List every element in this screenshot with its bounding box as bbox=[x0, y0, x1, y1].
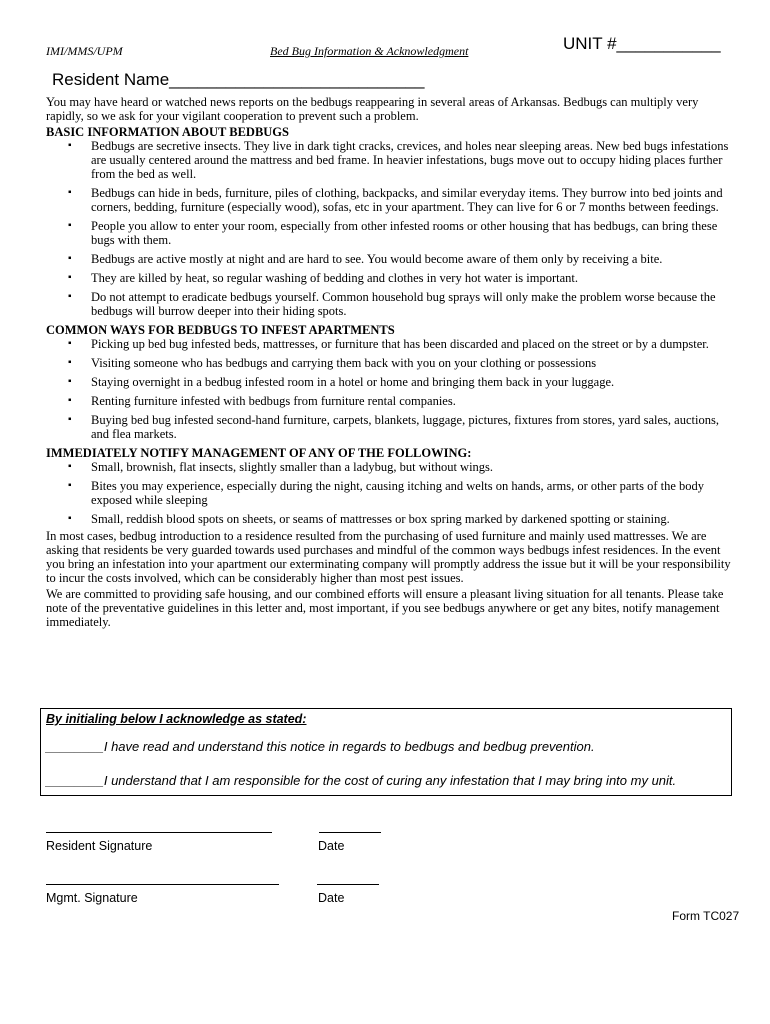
list-item-text: Do not attempt to eradicate bedbugs yourself. Common household bug sprays will only make the problem worse because the bedbugs will burrow deeper into their hiding spots. bbox=[91, 290, 716, 318]
bullet-icon: ▪ bbox=[68, 480, 72, 491]
list-item-text: Small, reddish blood spots on sheets, or seams of mattresses or box spring marked by darkened spotting or staining. bbox=[91, 512, 670, 526]
document-body bbox=[46, 95, 736, 631]
bullet-icon: ▪ bbox=[68, 513, 72, 524]
closing-paragraph-1: In most cases, bedbug introduction to a residence resulted from the purchasing of used furniture and mainly used mattresses. We are asking that residents be very guarded towards used purchases and mindful of the common ways bedbugs infest residences. In the event you bring an infestation into your apartment our exterminating company will promptly address the issue but it will be your responsibility to incur the costs involved, which can be considerably higher than most pest issues. bbox=[46, 529, 731, 585]
intro-paragraph: You may have heard or watched news reports on the bedbugs reappearing in several areas of Arkansas. Bedbugs can multiply very rapidly, so we ask for your vigilant cooperation to prevent such a problem. bbox=[46, 95, 699, 123]
resident-date-label: Date bbox=[318, 839, 345, 853]
acknowledgement-box bbox=[40, 708, 732, 796]
mgmt-date-line[interactable] bbox=[317, 884, 379, 885]
list-item bbox=[46, 139, 736, 181]
list-item bbox=[46, 186, 736, 214]
bullet-list bbox=[46, 337, 736, 441]
list-item-text: Bedbugs can hide in beds, furniture, piles of clothing, backpacks, and similar everyday items. They burrow into bed joints and corners, bedding, furniture (especially wood), sofas, etc in your apartment. They can live for 6 or 7 months between feedings. bbox=[91, 186, 723, 214]
list-item-text: Staying overnight in a bedbug infested room in a hotel or home and bringing them back in your luggage. bbox=[91, 375, 615, 389]
acknowledgement-initial-line-1[interactable]: ________I have read and understand this notice in regards to bedbugs and bedbug prevention. bbox=[46, 739, 595, 754]
resident-date-line[interactable] bbox=[319, 832, 381, 833]
list-item bbox=[46, 219, 736, 247]
bullet-icon: ▪ bbox=[68, 414, 72, 425]
bullet-icon: ▪ bbox=[68, 376, 72, 387]
section-heading: BASIC INFORMATION ABOUT BEDBUGS bbox=[46, 125, 289, 139]
bullet-icon: ▪ bbox=[68, 461, 72, 472]
acknowledgement-initial-line-2[interactable]: ________I understand that I am responsible for the cost of curing any infestation that I may bring into my unit. bbox=[46, 773, 677, 788]
bullet-icon: ▪ bbox=[68, 272, 72, 283]
list-item-text: Bedbugs are secretive insects. They live in dark tight cracks, crevices, and holes near sleeping areas. New bed bugs infestations are usually centered around the mattress and bed frame. In heavier infestations, bugs move out to occupy hiding places further from the bed as well. bbox=[91, 139, 729, 181]
bullet-icon: ▪ bbox=[68, 291, 72, 302]
section-heading: COMMON WAYS FOR BEDBUGS TO INFEST APARTMENTS bbox=[46, 323, 395, 337]
section-heading: IMMEDIATELY NOTIFY MANAGEMENT OF ANY OF THE FOLLOWING: bbox=[46, 446, 472, 460]
document-title: Bed Bug Information & Acknowledgment bbox=[270, 44, 469, 58]
bullet-list bbox=[46, 460, 736, 526]
mgmt-date-label: Date bbox=[318, 891, 345, 905]
list-item-text: They are killed by heat, so regular washing of bedding and clothes in very hot water is important. bbox=[91, 271, 579, 285]
bullet-icon: ▪ bbox=[68, 140, 72, 151]
list-item bbox=[46, 413, 736, 441]
list-item-text: People you allow to enter your room, especially from other infested rooms or other housing that has bedbugs, can bring these bugs with them. bbox=[91, 219, 718, 247]
list-item-text: Buying bed bug infested second-hand furniture, carpets, blankets, luggage, pictures, fixtures from stores, yard sales, auctions, and flea markets. bbox=[91, 413, 719, 441]
mgmt-signature-label: Mgmt. Signature bbox=[46, 891, 138, 905]
unit-number-field[interactable]: UNIT #___________ bbox=[563, 34, 721, 53]
list-item bbox=[46, 394, 736, 408]
closing-paragraph-2: We are committed to providing safe housing, and our combined efforts will ensure a pleasant living situation for all tenants. Please take note of the preventative guidelines in this letter and, most important, if you see bedbugs anywhere or get any bites, notify management immediately. bbox=[46, 587, 724, 629]
bullet-list bbox=[46, 139, 736, 318]
resident-name-field[interactable]: Resident Name___________________________ bbox=[52, 70, 425, 89]
bullet-icon: ▪ bbox=[68, 220, 72, 231]
resident-signature-line[interactable] bbox=[46, 832, 272, 833]
list-item bbox=[46, 290, 736, 318]
bullet-icon: ▪ bbox=[68, 338, 72, 349]
bullet-icon: ▪ bbox=[68, 357, 72, 368]
form-number: Form TC027 bbox=[672, 909, 740, 923]
list-item-text: Visiting someone who has bedbugs and carrying them back with you on your clothing or possessions bbox=[91, 356, 597, 370]
list-item bbox=[46, 271, 736, 285]
list-item bbox=[46, 375, 736, 389]
sections-container bbox=[46, 125, 736, 526]
bullet-icon: ▪ bbox=[68, 395, 72, 406]
list-item-text: Renting furniture infested with bedbugs from furniture rental companies. bbox=[91, 394, 456, 408]
list-item bbox=[46, 479, 736, 507]
list-item-text: Bedbugs are active mostly at night and are hard to see. You would become aware of them only by receiving a bite. bbox=[91, 252, 663, 266]
list-item bbox=[46, 512, 736, 526]
list-item-text: Small, brownish, flat insects, slightly smaller than a ladybug, but without wings. bbox=[91, 460, 494, 474]
bullet-icon: ▪ bbox=[68, 187, 72, 198]
resident-signature-label: Resident Signature bbox=[46, 839, 153, 853]
list-item bbox=[46, 252, 736, 266]
header-left-code: IMI/MMS/UPM bbox=[46, 44, 123, 58]
mgmt-signature-line[interactable] bbox=[46, 884, 279, 885]
list-item-text: Bites you may experience, especially during the night, causing itching and welts on hands, arms, or other parts of the body exposed while sleeping bbox=[91, 479, 705, 507]
list-item-text: Picking up bed bug infested beds, mattresses, or furniture that has been discarded and placed on the street or by a dumpster. bbox=[91, 337, 709, 351]
list-item bbox=[46, 460, 736, 474]
list-item bbox=[46, 337, 736, 351]
bullet-icon: ▪ bbox=[68, 253, 72, 264]
list-item bbox=[46, 356, 736, 370]
acknowledgement-title: By initialing below I acknowledge as stated: bbox=[46, 712, 307, 726]
